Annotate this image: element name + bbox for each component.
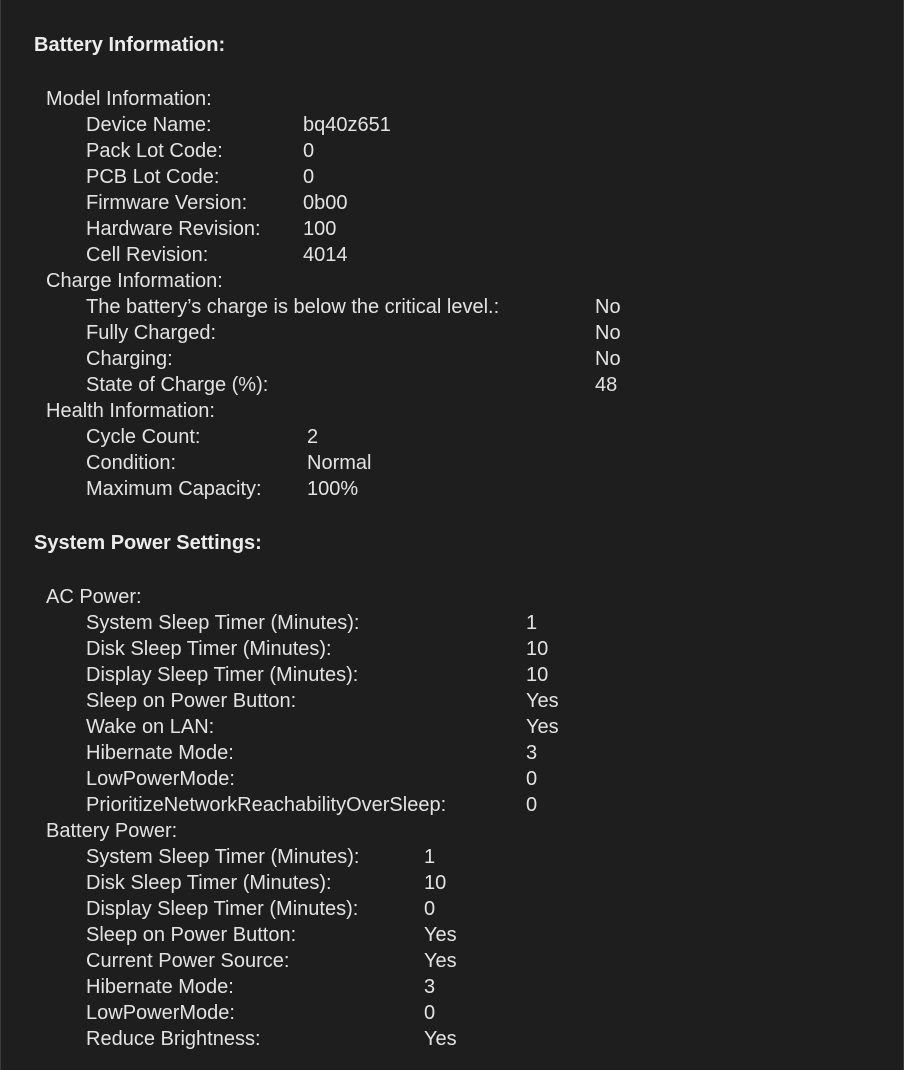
row-label: Condition: [86, 452, 177, 474]
row-label: Display Sleep Timer (Minutes): [86, 898, 359, 920]
row-value: 100 [303, 218, 337, 240]
row-value: 48 [595, 374, 618, 396]
row-label: LowPowerMode: [86, 768, 235, 790]
row-value: 1 [424, 846, 436, 868]
row-value: Yes [424, 950, 457, 972]
row-value: Yes [526, 716, 559, 738]
row-label: Wake on LAN: [86, 716, 215, 738]
row-value: No [595, 322, 621, 344]
row-label: Current Power Source: [86, 950, 290, 972]
row-value: 0 [526, 794, 538, 816]
row-label: Pack Lot Code: [86, 140, 223, 162]
row-label: Sleep on Power Button: [86, 924, 297, 946]
row-value: bq40z651 [303, 114, 391, 136]
row-label: Maximum Capacity: [86, 478, 262, 500]
row-label: Cell Revision: [86, 244, 209, 266]
row-value: No [595, 296, 621, 318]
row-label: LowPowerMode: [86, 1002, 235, 1024]
row-value: 3 [526, 742, 538, 764]
row-label: Cycle Count: [86, 426, 201, 448]
row-value: 0b00 [303, 192, 348, 214]
row-label: State of Charge (%): [86, 374, 269, 396]
row-value: 0 [526, 768, 538, 790]
row-label: Display Sleep Timer (Minutes): [86, 664, 359, 686]
row-value: 4014 [303, 244, 348, 266]
row-value: 100% [307, 478, 359, 500]
row-label: Hibernate Mode: [86, 742, 234, 764]
row-label: PrioritizeNetworkReachabilityOverSleep: [86, 794, 447, 816]
row-value: 2 [307, 426, 319, 448]
row-value: 0 [303, 140, 315, 162]
row-value: 3 [424, 976, 436, 998]
row-label: PCB Lot Code: [86, 166, 220, 188]
row-label: Firmware Version: [86, 192, 248, 214]
charge-info-header: Charge Information: [46, 270, 223, 292]
row-value: 10 [424, 872, 447, 894]
row-label: Reduce Brightness: [86, 1028, 261, 1050]
row-label: The battery’s charge is below the critical level.: [86, 296, 500, 318]
model-info-header: Model Information: [46, 88, 212, 110]
row-label: System Sleep Timer (Minutes): [86, 846, 360, 868]
row-value: Yes [526, 690, 559, 712]
row-label: Disk Sleep Timer (Minutes): [86, 638, 332, 660]
ac-power-header: AC Power: [46, 586, 142, 608]
row-value: Yes [424, 1028, 457, 1050]
row-value: Normal [307, 452, 372, 474]
row-value: 0 [424, 1002, 436, 1024]
row-value: 1 [526, 612, 538, 634]
row-value: Yes [424, 924, 457, 946]
row-label: Hardware Revision: [86, 218, 261, 240]
row-label: Fully Charged: [86, 322, 217, 344]
row-label: System Sleep Timer (Minutes): [86, 612, 360, 634]
row-label: Charging: [86, 348, 173, 370]
row-label: Sleep on Power Button: [86, 690, 297, 712]
row-label: Device Name: [86, 114, 212, 136]
row-value: 10 [526, 638, 549, 660]
row-value: 10 [526, 664, 549, 686]
power-settings-title: System Power Settings: [34, 532, 262, 554]
row-value: 0 [303, 166, 315, 188]
battery-power-header: Battery Power: [46, 820, 178, 842]
row-value: 0 [424, 898, 436, 920]
row-label: Hibernate Mode: [86, 976, 234, 998]
row-value: No [595, 348, 621, 370]
battery-info-title: Battery Information: [34, 34, 226, 56]
health-info-header: Health Information: [46, 400, 215, 422]
row-label: Disk Sleep Timer (Minutes): [86, 872, 332, 894]
